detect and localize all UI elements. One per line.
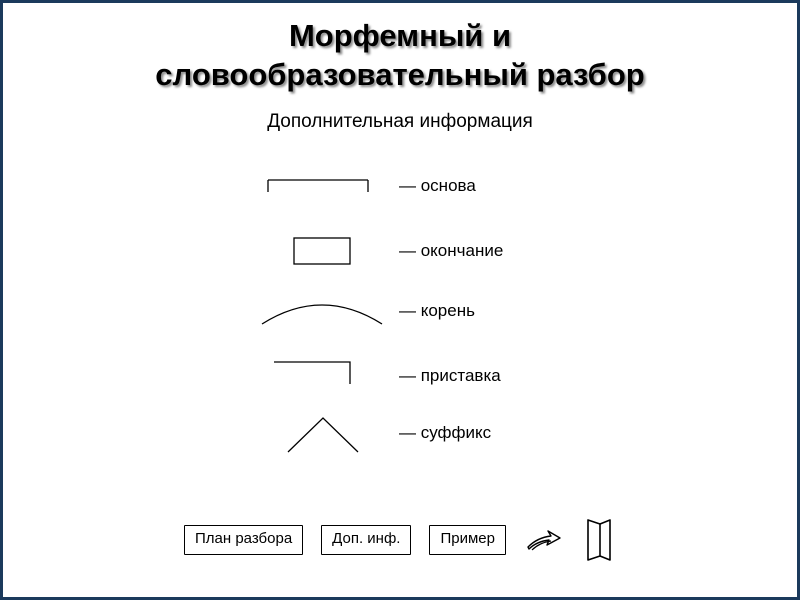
- prefix-bracket-icon: [258, 344, 388, 406]
- exit-door-icon[interactable]: [582, 517, 616, 563]
- button-bar: [3, 517, 797, 563]
- list-item: [3, 220, 797, 282]
- legend-label: — приставка: [399, 366, 501, 385]
- legend-label: — суффикс: [399, 423, 492, 442]
- page-subtitle: Дополнительная информация: [267, 111, 533, 132]
- list-item: [3, 158, 797, 220]
- list-item: [3, 344, 797, 406]
- page-title-line-2: словообразовательный разбор: [155, 56, 645, 92]
- legend-label: — окончание: [399, 241, 504, 260]
- list-item: [3, 282, 797, 344]
- suffix-caret-icon: [258, 406, 388, 468]
- page-title: [3, 17, 797, 95]
- pointing-hand-icon[interactable]: [524, 523, 564, 557]
- list-item: [3, 406, 797, 468]
- root-arc-icon: [258, 282, 388, 344]
- dop-inf-button[interactable]: Доп. инф.: [321, 525, 411, 555]
- ending-rectangle-icon: [258, 220, 388, 282]
- legend-list: [3, 158, 797, 468]
- stem-bracket-icon: [258, 158, 388, 220]
- primer-button[interactable]: Пример: [429, 525, 506, 555]
- legend-label: — корень: [399, 301, 475, 320]
- page-title-line-1: Морфемный и: [288, 18, 512, 53]
- legend-label: — основа: [399, 176, 476, 195]
- plan-razbora-button[interactable]: План разбора: [184, 525, 303, 555]
